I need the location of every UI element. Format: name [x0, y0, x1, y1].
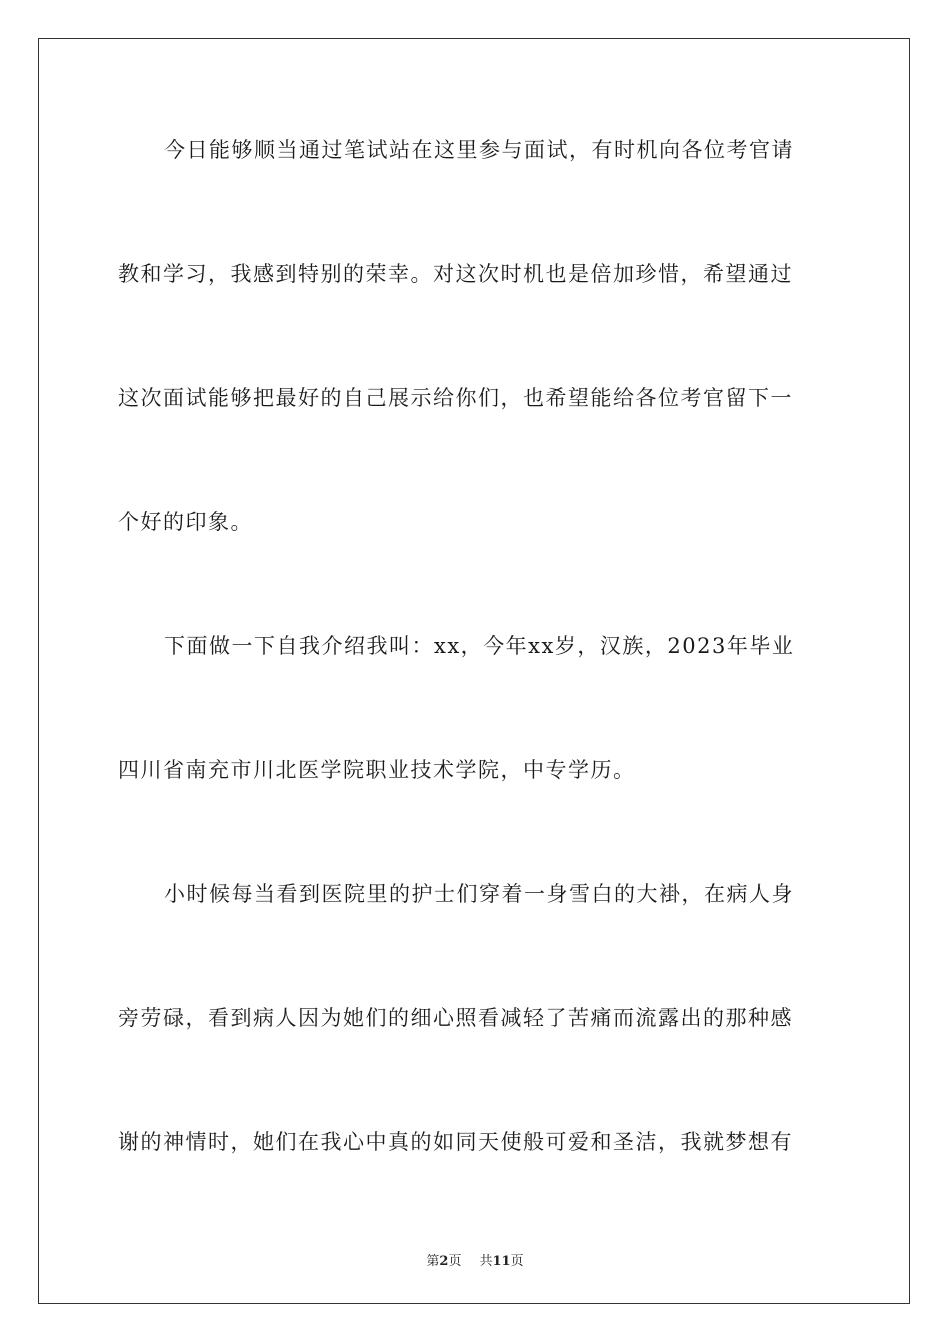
paragraph-line: 教和学习，我感到特别的荣幸。对这次时机也是倍加珍惜，希望通过	[118, 262, 793, 286]
page-frame	[38, 38, 910, 1304]
paragraph-line: 这次面试能够把最好的自己展示给你们，也希望能给各位考官留下一	[118, 386, 793, 410]
page-suffix: 页	[448, 1254, 462, 1269]
paragraph-line: 小时候每当看到医院里的护士们穿着一身雪白的大褂，在病人身	[164, 882, 794, 906]
paragraph-line: 下面做一下自我介绍我叫：xx，今年xx岁，汉族，2023年毕业	[164, 634, 795, 658]
total-suffix: 页	[510, 1254, 524, 1269]
paragraph-line: 个好的印象。	[118, 510, 253, 534]
paragraph-line: 四川省南充市川北医学院职业技术学院，中专学历。	[118, 758, 636, 782]
paragraph-line: 今日能够顺当通过笔试站在这里参与面试，有时机向各位考官请	[164, 138, 794, 162]
page-prefix: 第	[426, 1254, 440, 1269]
page-number: 2	[439, 1254, 449, 1269]
total-prefix: 共	[479, 1254, 493, 1269]
paragraph-line: 旁劳碌，看到病人因为她们的细心照看减轻了苦痛而流露出的那种感	[118, 1006, 793, 1030]
paragraph-line: 谢的神情时，她们在我心中真的如同天使般可爱和圣洁，我就梦想有	[118, 1130, 793, 1154]
page-footer	[0, 1250, 950, 1269]
total-pages: 11	[492, 1254, 511, 1269]
